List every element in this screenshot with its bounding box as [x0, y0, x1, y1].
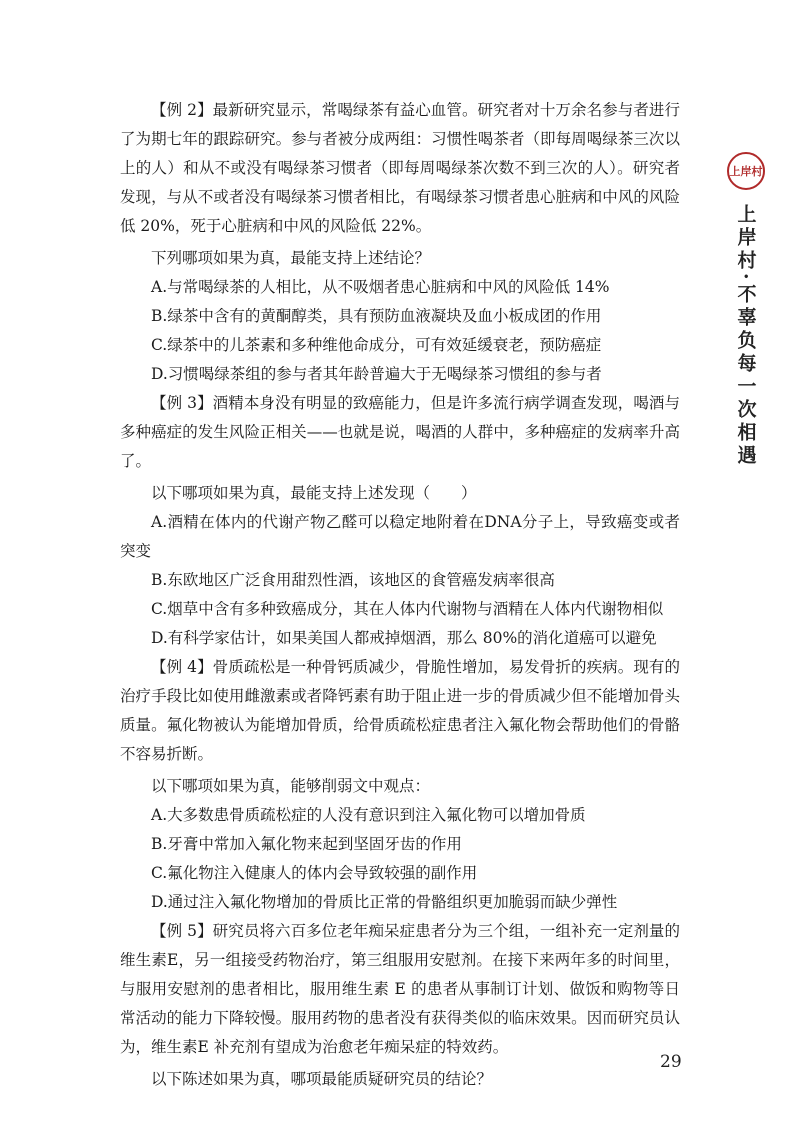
example-3-option-b: B.东欧地区广泛食用甜烈性酒，该地区的食管癌发病率很高: [151, 571, 555, 589]
example-4-option-d: D.通过注入氟化物增加的骨质比正常的骨骼组织更加脆弱而缺少弹性: [151, 893, 618, 911]
example-3-option-d: D.有科学家估计，如果美国人都戒掉烟酒，那么 80%的消化道癌可以避免: [151, 629, 657, 647]
example-2-stem: 【例 2】最新研究显示，常喝绿茶有益心血管。研究者对十万余名参与者进行了为期七年的跟踪研究。参与者被分成两组：习惯性喝茶者（即每周喝绿茶三次以上的人）和从不或没有喝绿茶习惯者（即每周喝绿茶次数不到三次的人）。研究者发现，与从不或者没有喝绿茶习惯者相比，有喝绿茶习惯者患心脏病和中风的风险低 20%，死于心脏病和中风的风险低 22%。: [120, 101, 680, 235]
page-number: 29: [660, 1052, 682, 1072]
example-5-stem: 【例 5】研究员将六百多位老年痴呆症患者分为三个组，一组补充一定剂量的维生素E，另一组接受药物治疗，第三组服用安慰剂。在接下来两年多的时间里，与服用安慰剂的患者相比，服用维生素 E 的患者从事制订计划、做饭和购物等日常活动的能力下降较慢。服用药物的患者没有获得类似的临床效果。因而研究员认为，维生素E 补充剂有望成为治愈老年痴呆症的特效药。: [120, 922, 680, 1056]
page-content: [120, 96, 680, 1094]
example-4-question: 以下哪项如果为真，能够削弱文中观点：: [151, 777, 431, 795]
example-2-option-d: D.习惯喝绿茶组的参与者其年龄普遍大于无喝绿茶习惯组的参与者: [151, 365, 602, 383]
example-2-option-b: B.绿茶中含有的黄酮醇类，具有预防血液凝块及血小板成团的作用: [151, 307, 602, 325]
example-2-question: 下列哪项如果为真，最能支持上述结论？: [151, 249, 431, 267]
example-3-option-c: C.烟草中含有多种致癌成分，其在人体内代谢物与酒精在人体内代谢物相似: [151, 600, 664, 618]
example-3-option-a: A.酒精在体内的代谢产物乙醛可以稳定地附着在DNA分子上，导致癌变或者突变: [120, 513, 680, 560]
brand-slogan: 上岸村·不辜负每一次相遇: [734, 204, 757, 468]
example-4-stem: 【例 4】骨质疏松是一种骨钙质减少，骨脆性增加，易发骨折的疾病。现有的治疗手段比如使用雌激素或者降钙素有助于阻止进一步的骨质减少但不能增加骨头质量。氟化物被认为能增加骨质，给骨质疏松症患者注入氟化物会帮助他们的骨骼不容易折断。: [120, 658, 680, 763]
example-5-question: 以下陈述如果为真，哪项最能质疑研究员的结论？: [151, 1070, 493, 1088]
sidebar-branding: [726, 152, 766, 468]
example-2-option-c: C.绿茶中的儿茶素和多种维他命成分，可有效延缓衰老，预防癌症: [151, 336, 602, 354]
example-4-option-c: C.氟化物注入健康人的体内会导致较强的副作用: [151, 864, 478, 882]
example-2-option-a: A.与常喝绿茶的人相比，从不吸烟者患心脏病和中风的风险低 14%: [151, 278, 610, 296]
example-3-question: 以下哪项如果为真，最能支持上述发现（ ）: [151, 484, 477, 502]
example-4-option-b: B.牙膏中常加入氟化物来起到坚固牙齿的作用: [151, 835, 462, 853]
example-4-option-a: A.大多数患骨质疏松症的人没有意识到注入氟化物可以增加骨质: [151, 806, 586, 824]
example-3-stem: 【例 3】酒精本身没有明显的致癌能力，但是许多流行病学调查发现，喝酒与多种癌症的发生风险正相关——也就是说，喝酒的人群中，多种癌症的发病率升高了。: [120, 394, 680, 470]
brand-logo: 上岸村: [727, 152, 765, 190]
